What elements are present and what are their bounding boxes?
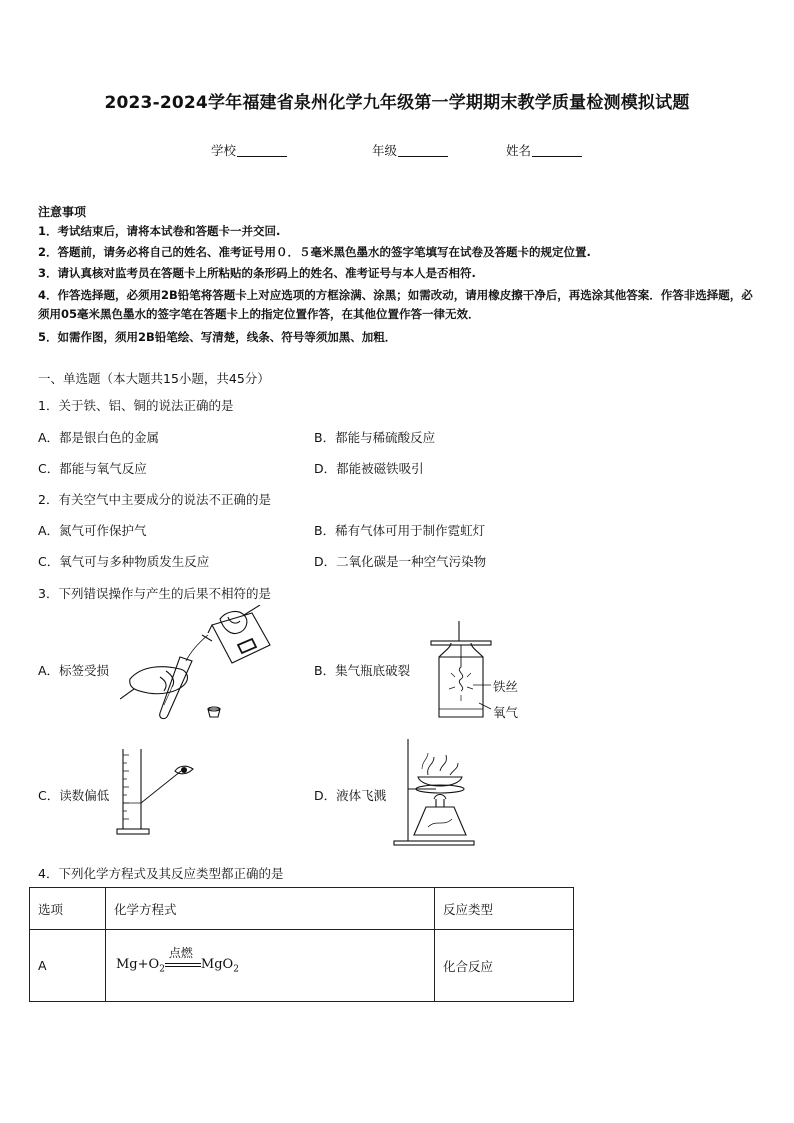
header-option: 选项 [30,888,106,930]
table-row[interactable] [30,930,574,1002]
reagent-bottle [202,613,270,663]
question-1-stem: 1．关于铁、铝、铜的说法正确的是 [38,398,234,413]
liquid-stream [186,635,208,661]
eq-right: MgO [200,957,234,973]
grade-field [372,141,448,159]
q1-option-b[interactable]: B．都能与稀硫酸反应 [314,430,436,445]
chemical-equation [116,945,239,975]
school-blank[interactable] [237,144,287,157]
q2-option-d[interactable]: D．二氧化碳是一种空气污染物 [314,554,487,569]
pouring-liquid-figure [120,605,285,725]
notice-item: 4．作答选择题，必须用2B铅笔将答题卡上对应选项的方框涂满、涂黑；如需改动，请用橡皮擦干净后，再选涂其他答案．作答非选择题，必须用05毫米黑色墨水的签字笔在答题卡上的指定位置作答，在其他位置作答一律无效． [38,288,753,321]
row-reaction-type: 化合反应 [435,930,574,1002]
q1-option-a[interactable]: A．都是银白色的金属 [38,430,160,445]
grade-blank[interactable] [398,144,448,157]
gas-bottle-figure [425,617,535,725]
eq-condition: 点燃 [168,945,193,960]
row-equation [106,930,435,1002]
header-equation: 化学方程式 [106,888,435,930]
notice-item: 1．考试结束后，请将本试卷和答题卡一并交回. [38,224,281,238]
q3-option-b[interactable]: B．集气瓶底破裂 [314,663,411,678]
notice-item: 5．如需作图，须用2B铅笔绘、写清楚，线条、符号等须加黑、加粗． [38,330,397,344]
q3-option-d[interactable]: D．液体飞溅 [314,788,387,803]
iron-stand [394,739,474,845]
section-heading: 一、单选题（本大题共15小题，共45分） [38,371,270,386]
name-blank[interactable] [532,144,582,157]
q2-option-c[interactable]: C．氧气可与多种物质发生反应 [38,554,210,569]
notice-item: 3．请认真核对监考员在答题卡上所粘贴的条形码上的姓名、准考证号与本人是否相符. [38,266,476,280]
label-iron-wire: 铁丝 [493,679,519,694]
school-field [211,141,287,159]
row-option: A [30,930,106,1002]
table-header-row [30,888,574,930]
eq-left: Mg+O [116,957,160,973]
q2-option-b[interactable]: B．稀有气体可用于制作霓虹灯 [314,523,486,538]
splashing-liquid [422,753,458,775]
eq-arrow [165,945,201,972]
notice-heading: 注意事项 [38,205,87,219]
evaporating-figure [388,735,488,850]
header-reaction-type: 反应类型 [435,888,574,930]
name-label: 姓名 [506,143,532,158]
sight-line [141,771,181,803]
alcohol-lamp [414,795,466,836]
hand-holding-bottle [220,605,260,633]
grade-label: 年级 [372,143,398,158]
bottle-stopper [208,707,220,717]
question-3-stem: 3．下列错误操作与产生的后果不相符的是 [38,586,271,601]
graduated-cylinder [117,749,149,834]
label-oxygen: 氧气 [493,705,519,720]
eq-left-sub: 2 [159,964,165,975]
notice-item: 2．答题前，请务必将自己的姓名、准考证号用０．５毫米黑色墨水的签字笔填写在试卷及答题卡的规定位置. [38,245,591,259]
q1-option-c[interactable]: C．都能与氧气反应 [38,461,147,476]
q3-option-a[interactable]: A．标签受损 [38,663,110,678]
q3-option-c[interactable]: C．读数偏低 [38,788,110,803]
school-label: 学校 [211,143,237,158]
name-field [506,141,582,159]
page-title: 2023-2024学年福建省泉州化学九年级第一学期期末教学质量检测模拟试题 [104,93,690,113]
question-2-stem: 2．有关空气中主要成分的说法不正确的是 [38,492,271,507]
q1-option-d[interactable]: D．都能被磁铁吸引 [314,461,424,476]
graduated-cylinder-figure [115,745,200,837]
iron-wire-burning [449,645,473,701]
equation-table [29,887,574,1002]
question-4-stem: 4．下列化学方程式及其反应类型都正确的是 [38,866,284,881]
gas-pointer [479,703,491,709]
eq-right-sub: 2 [233,964,239,975]
q2-option-a[interactable]: A．氮气可作保护气 [38,523,147,538]
eye-icon [175,766,193,774]
